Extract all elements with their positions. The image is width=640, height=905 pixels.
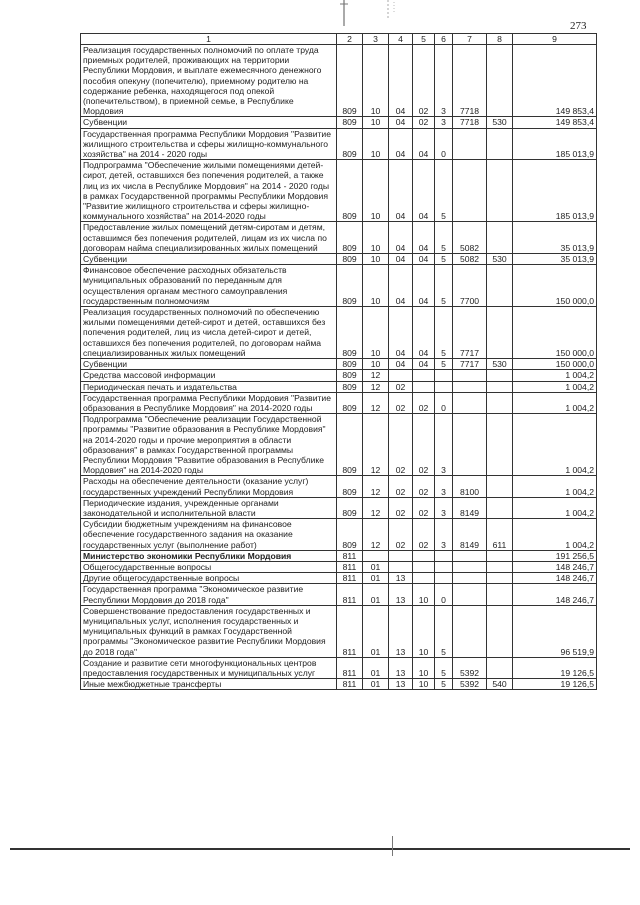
row-amount: 19 126,5 — [513, 657, 597, 678]
code-subprogram: 5 — [435, 265, 453, 307]
row-name: Другие общегосударственные вопросы — [81, 573, 337, 584]
code-target — [453, 573, 487, 584]
code-subsection: 02 — [389, 476, 413, 497]
row-name: Подпрограмма "Обеспечение реализации Государственной программы "Развитие образования в Республике Мордовия" на 2014-2020 годы и прочие мероприятия в области образования" в рамках Государственной программы Республики Мордовия "Развитие образования в Республике Мордовия" на 2014-2020 годы — [81, 414, 337, 476]
code-section: 10 — [363, 222, 389, 254]
binding-mark-icon — [330, 0, 410, 28]
page-number: 273 — [570, 20, 587, 32]
code-target: 8149 — [453, 497, 487, 518]
code-expense-type: 611 — [487, 519, 513, 551]
row-amount: 19 126,5 — [513, 679, 597, 690]
code-target — [453, 128, 487, 160]
code-subsection: 04 — [389, 359, 413, 370]
code-subprogram: 3 — [435, 519, 453, 551]
code-section: 12 — [363, 414, 389, 476]
code-program: 04 — [413, 222, 435, 254]
code-admin: 809 — [337, 160, 363, 222]
row-amount: 150 000,0 — [513, 265, 597, 307]
code-subsection: 04 — [389, 45, 413, 117]
code-program: 02 — [413, 476, 435, 497]
code-target — [453, 370, 487, 381]
table-row — [81, 573, 597, 584]
row-amount: 150 000,0 — [513, 359, 597, 370]
code-target — [453, 392, 487, 413]
code-section: 12 — [363, 519, 389, 551]
row-name: Министерство экономики Республики Мордовия — [81, 550, 337, 561]
code-subsection: 02 — [389, 381, 413, 392]
code-section: 10 — [363, 254, 389, 265]
code-subprogram — [435, 561, 453, 572]
code-program: 02 — [413, 117, 435, 128]
code-admin: 809 — [337, 117, 363, 128]
code-section: 12 — [363, 392, 389, 413]
table-row — [81, 45, 597, 117]
table-row — [81, 254, 597, 265]
row-amount: 1 004,2 — [513, 392, 597, 413]
code-target: 5392 — [453, 657, 487, 678]
row-amount: 1 004,2 — [513, 414, 597, 476]
binding-tick-mark — [392, 836, 393, 856]
row-name: Субвенции — [81, 359, 337, 370]
code-expense-type — [487, 573, 513, 584]
code-expense-type: 530 — [487, 359, 513, 370]
code-target: 7717 — [453, 359, 487, 370]
code-expense-type — [487, 370, 513, 381]
code-expense-type — [487, 561, 513, 572]
code-subprogram: 3 — [435, 476, 453, 497]
table-row — [81, 561, 597, 572]
code-expense-type — [487, 414, 513, 476]
code-subsection — [389, 550, 413, 561]
code-subsection: 02 — [389, 497, 413, 518]
code-program: 04 — [413, 254, 435, 265]
code-expense-type — [487, 550, 513, 561]
code-program: 04 — [413, 307, 435, 359]
code-expense-type — [487, 128, 513, 160]
code-admin: 811 — [337, 573, 363, 584]
row-name: Государственная программа "Экономическое развитие Республики Мордовия до 2018 года" — [81, 584, 337, 605]
code-target: 5082 — [453, 254, 487, 265]
code-subsection: 13 — [389, 605, 413, 657]
row-amount: 35 013,9 — [513, 222, 597, 254]
code-program: 10 — [413, 605, 435, 657]
code-subprogram: 3 — [435, 45, 453, 117]
table-row — [81, 550, 597, 561]
row-name: Иные межбюджетные трансферты — [81, 679, 337, 690]
code-admin: 811 — [337, 561, 363, 572]
code-subsection: 13 — [389, 573, 413, 584]
code-subprogram: 5 — [435, 359, 453, 370]
code-subprogram: 0 — [435, 128, 453, 160]
table-row — [81, 117, 597, 128]
code-section: 10 — [363, 307, 389, 359]
table-row — [81, 359, 597, 370]
row-name: Периодическая печать и издательства — [81, 381, 337, 392]
code-target: 7718 — [453, 45, 487, 117]
row-name: Государственная программа Республики Мордовия "Развитие образования в Республике Мордовия" на 2014-2020 годы — [81, 392, 337, 413]
code-subprogram: 5 — [435, 222, 453, 254]
code-program: 02 — [413, 519, 435, 551]
code-subsection: 04 — [389, 222, 413, 254]
code-expense-type — [487, 45, 513, 117]
table-row — [81, 584, 597, 605]
code-admin: 811 — [337, 657, 363, 678]
code-program: 02 — [413, 497, 435, 518]
code-admin: 809 — [337, 222, 363, 254]
code-section: 10 — [363, 45, 389, 117]
code-subprogram: 5 — [435, 605, 453, 657]
table-row — [81, 381, 597, 392]
code-admin: 811 — [337, 584, 363, 605]
code-section: 01 — [363, 657, 389, 678]
row-amount: 1 004,2 — [513, 497, 597, 518]
code-target — [453, 550, 487, 561]
code-subsection: 04 — [389, 160, 413, 222]
code-subsection: 13 — [389, 679, 413, 690]
code-subprogram: 0 — [435, 392, 453, 413]
row-amount: 148 246,7 — [513, 561, 597, 572]
code-subsection: 02 — [389, 519, 413, 551]
code-section: 10 — [363, 117, 389, 128]
row-amount: 185 013,9 — [513, 128, 597, 160]
code-section: 12 — [363, 370, 389, 381]
row-amount: 96 519,9 — [513, 605, 597, 657]
column-header: 7 — [453, 34, 487, 45]
code-admin: 809 — [337, 414, 363, 476]
code-program — [413, 370, 435, 381]
row-amount: 1 004,2 — [513, 370, 597, 381]
code-admin: 811 — [337, 550, 363, 561]
code-program: 10 — [413, 584, 435, 605]
row-name: Средства массовой информации — [81, 370, 337, 381]
code-program: 04 — [413, 160, 435, 222]
code-admin: 809 — [337, 45, 363, 117]
code-section — [363, 550, 389, 561]
code-section: 01 — [363, 561, 389, 572]
row-amount: 1 004,2 — [513, 381, 597, 392]
column-header: 3 — [363, 34, 389, 45]
code-subsection — [389, 561, 413, 572]
code-target — [453, 605, 487, 657]
table-row — [81, 657, 597, 678]
code-section: 12 — [363, 476, 389, 497]
row-amount: 1 004,2 — [513, 476, 597, 497]
code-target: 5392 — [453, 679, 487, 690]
code-expense-type — [487, 307, 513, 359]
code-program — [413, 550, 435, 561]
code-admin: 811 — [337, 605, 363, 657]
code-admin: 809 — [337, 128, 363, 160]
row-name: Подпрограмма "Обеспечение жилыми помещениями детей-сирот, детей, оставшихся без попечения родителей, а также лиц из их числа в Республике Мордовия" на 2014 - 2020 годы в рамках Государственной программы Республики Мордовия "Развитие жилищного строительства и сферы жилищно-коммунального хозяйства" на 2014-2020 годы — [81, 160, 337, 222]
code-section: 12 — [363, 497, 389, 518]
code-subprogram: 5 — [435, 307, 453, 359]
code-expense-type — [487, 584, 513, 605]
code-subprogram — [435, 370, 453, 381]
code-admin: 809 — [337, 254, 363, 265]
table-row — [81, 497, 597, 518]
code-admin: 809 — [337, 307, 363, 359]
code-target: 7700 — [453, 265, 487, 307]
table-row — [81, 476, 597, 497]
column-header: 1 — [81, 34, 337, 45]
code-subsection: 02 — [389, 414, 413, 476]
code-section: 01 — [363, 605, 389, 657]
code-subprogram: 5 — [435, 254, 453, 265]
code-subprogram: 0 — [435, 584, 453, 605]
code-subsection: 13 — [389, 657, 413, 678]
code-subsection — [389, 370, 413, 381]
table-row — [81, 265, 597, 307]
code-program — [413, 573, 435, 584]
code-section: 01 — [363, 679, 389, 690]
code-section: 01 — [363, 584, 389, 605]
code-program: 04 — [413, 359, 435, 370]
code-program — [413, 561, 435, 572]
table-row — [81, 222, 597, 254]
code-admin: 811 — [337, 679, 363, 690]
column-header: 5 — [413, 34, 435, 45]
table-row — [81, 519, 597, 551]
code-target: 7717 — [453, 307, 487, 359]
code-program: 04 — [413, 128, 435, 160]
code-expense-type: 530 — [487, 117, 513, 128]
code-expense-type — [487, 160, 513, 222]
code-target: 8100 — [453, 476, 487, 497]
row-amount: 150 000,0 — [513, 307, 597, 359]
column-header: 6 — [435, 34, 453, 45]
table-row — [81, 370, 597, 381]
column-header: 2 — [337, 34, 363, 45]
table-row — [81, 307, 597, 359]
code-subprogram: 3 — [435, 117, 453, 128]
row-name: Расходы на обеспечение деятельности (оказание услуг) государственных учреждений Республики Мордовия — [81, 476, 337, 497]
budget-table — [80, 33, 597, 690]
code-expense-type — [487, 476, 513, 497]
table-row — [81, 392, 597, 413]
row-name: Создание и развитие сети многофункциональных центров предоставления государственных и муниципальных услуг — [81, 657, 337, 678]
row-name: Совершенствование предоставления государственных и муниципальных услуг, исполнения государственных и муниципальных функций в рамках Государственной программы "Экономическое развитие Республики Мордовия до 2018 года" — [81, 605, 337, 657]
code-program: 02 — [413, 392, 435, 413]
code-target — [453, 561, 487, 572]
code-expense-type — [487, 605, 513, 657]
code-expense-type — [487, 657, 513, 678]
row-amount: 35 013,9 — [513, 254, 597, 265]
code-expense-type: 540 — [487, 679, 513, 690]
row-name: Субсидии бюджетным учреждениям на финансовое обеспечение государственного задания на оказание государственных услуг (выполнение работ) — [81, 519, 337, 551]
code-program: 04 — [413, 265, 435, 307]
code-program: 02 — [413, 45, 435, 117]
code-target — [453, 584, 487, 605]
code-target: 5082 — [453, 222, 487, 254]
code-target — [453, 414, 487, 476]
code-subprogram — [435, 550, 453, 561]
row-name: Общегосударственные вопросы — [81, 561, 337, 572]
code-subsection: 04 — [389, 254, 413, 265]
table-row — [81, 679, 597, 690]
table-header-row — [81, 34, 597, 45]
code-subprogram: 5 — [435, 679, 453, 690]
code-program: 02 — [413, 414, 435, 476]
code-subsection: 04 — [389, 128, 413, 160]
code-section: 12 — [363, 381, 389, 392]
code-subprogram: 5 — [435, 160, 453, 222]
row-name: Финансовое обеспечение расходных обязательств муниципальных образований по переданным для осуществления органам местного самоуправления государственным полномочиям — [81, 265, 337, 307]
code-subsection: 04 — [389, 265, 413, 307]
code-program — [413, 381, 435, 392]
row-amount: 191 256,5 — [513, 550, 597, 561]
row-name: Реализация государственных полномочий по оплате труда приемных родителей, проживающих на территории Республики Мордовия, и выплате ежемесячного денежного пособия опекуну (попечителю), приемному родителю на содержание ребенка, находящегося под опекой (попечительством), в приемной семье, в Республике Мордовия — [81, 45, 337, 117]
row-name: Предоставление жилых помещений детям-сиротам и детям, оставшимся без попечения родителей, лицам из их числа по договорам найма специализированных жилых помещений — [81, 222, 337, 254]
code-subprogram — [435, 573, 453, 584]
code-expense-type — [487, 222, 513, 254]
code-subsection: 04 — [389, 117, 413, 128]
row-name: Реализация государственных полномочий по обеспечению жилыми помещениями детей-сирот и детей, оставшихся без попечения родителей, лиц из числа детей-сирот и детей, оставшихся без попечения родителей, по договорам найма специализированных жилых помещений — [81, 307, 337, 359]
code-subprogram — [435, 381, 453, 392]
row-name: Периодические издания, учрежденные органами законодательной и исполнительной власти — [81, 497, 337, 518]
code-section: 10 — [363, 160, 389, 222]
page-bottom-rule — [10, 848, 630, 850]
table-row — [81, 160, 597, 222]
code-admin: 809 — [337, 370, 363, 381]
code-target — [453, 381, 487, 392]
code-subprogram: 3 — [435, 414, 453, 476]
code-subsection: 13 — [389, 584, 413, 605]
column-header: 4 — [389, 34, 413, 45]
table-row — [81, 605, 597, 657]
code-admin: 809 — [337, 497, 363, 518]
row-name: Субвенции — [81, 254, 337, 265]
row-name: Государственная программа Республики Мордовия "Развитие жилищного строительства и сферы жилищно-коммунального хозяйства" на 2014 - 2020 годы — [81, 128, 337, 160]
table-row — [81, 128, 597, 160]
code-section: 01 — [363, 573, 389, 584]
code-subprogram: 5 — [435, 657, 453, 678]
code-subsection: 04 — [389, 307, 413, 359]
code-subsection: 02 — [389, 392, 413, 413]
code-expense-type — [487, 392, 513, 413]
code-target: 8149 — [453, 519, 487, 551]
code-expense-type — [487, 497, 513, 518]
row-amount: 149 853,4 — [513, 45, 597, 117]
code-admin: 809 — [337, 359, 363, 370]
row-amount: 149 853,4 — [513, 117, 597, 128]
code-target: 7718 — [453, 117, 487, 128]
code-section: 10 — [363, 265, 389, 307]
column-header: 8 — [487, 34, 513, 45]
code-admin: 809 — [337, 519, 363, 551]
code-section: 10 — [363, 128, 389, 160]
code-target — [453, 160, 487, 222]
table-row — [81, 414, 597, 476]
row-name: Субвенции — [81, 117, 337, 128]
table-body — [81, 45, 597, 690]
code-admin: 809 — [337, 265, 363, 307]
row-amount: 185 013,9 — [513, 160, 597, 222]
code-expense-type — [487, 265, 513, 307]
row-amount: 148 246,7 — [513, 573, 597, 584]
row-amount: 148 246,7 — [513, 584, 597, 605]
code-subprogram: 3 — [435, 497, 453, 518]
code-expense-type: 530 — [487, 254, 513, 265]
row-amount: 1 004,2 — [513, 519, 597, 551]
code-program: 10 — [413, 657, 435, 678]
code-program: 10 — [413, 679, 435, 690]
column-header: 9 — [513, 34, 597, 45]
code-expense-type — [487, 381, 513, 392]
code-section: 10 — [363, 359, 389, 370]
code-admin: 809 — [337, 392, 363, 413]
code-admin: 809 — [337, 476, 363, 497]
code-admin: 809 — [337, 381, 363, 392]
